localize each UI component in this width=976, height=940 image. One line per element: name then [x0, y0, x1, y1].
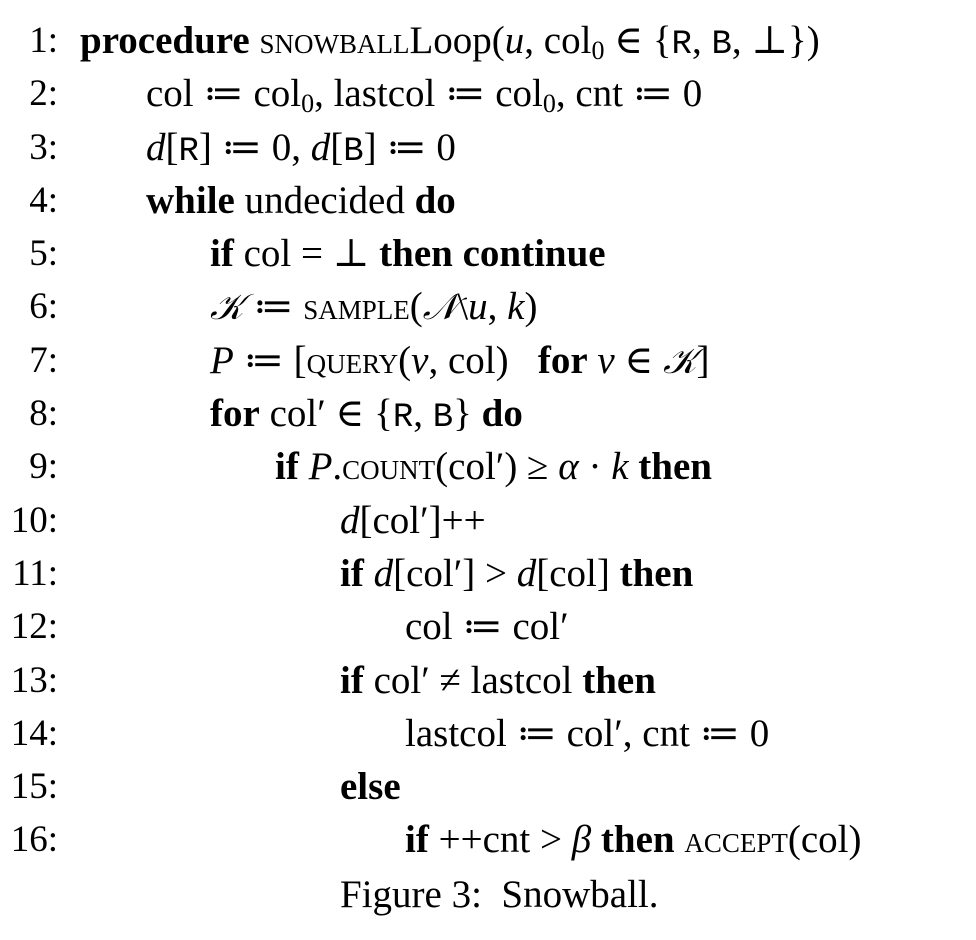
var-d: d — [146, 125, 166, 169]
set-n: 𝒩 — [422, 287, 458, 329]
color-b: B — [711, 26, 732, 64]
keyword: if — [405, 818, 429, 862]
var-p: P — [308, 445, 333, 489]
line-number: 15: — [10, 766, 58, 808]
text: undecided — [234, 178, 415, 222]
algorithm-line-8 — [0, 387, 976, 440]
var-d: d — [373, 551, 394, 595]
text: [col] — [536, 551, 620, 595]
algorithm-line-16 — [0, 813, 976, 866]
text: ∈ { — [604, 19, 672, 62]
line-number: 9: — [29, 446, 58, 488]
text: ++cnt > — [428, 818, 572, 862]
keyword: for — [210, 392, 260, 436]
line-number: 16: — [10, 819, 58, 861]
text — [675, 818, 685, 861]
text: (col) — [787, 818, 862, 862]
algorithm-line-5 — [0, 227, 976, 280]
keyword: if — [340, 551, 364, 595]
line-code — [340, 760, 401, 813]
line-number: 3: — [29, 126, 58, 168]
text: , lastcol ≔ col — [314, 72, 543, 116]
algorithm-line-9 — [0, 440, 976, 493]
var-k: k — [507, 285, 525, 329]
text: , col — [524, 19, 592, 62]
text: \ — [457, 285, 469, 329]
text — [588, 339, 598, 382]
algorithm-listing — [0, 14, 976, 867]
text — [299, 445, 309, 488]
text: ] — [696, 338, 710, 382]
text: } — [453, 392, 482, 436]
text: col ≔ col — [146, 72, 302, 116]
paren: ( — [491, 19, 505, 62]
line-number: 1: — [29, 20, 58, 61]
line-code — [275, 440, 712, 493]
line-code — [210, 387, 523, 445]
text: , col) — [428, 338, 538, 382]
algorithm-line-14 — [0, 707, 976, 760]
keyword: else — [340, 765, 401, 809]
text: · — [578, 445, 612, 489]
text: ∈ — [614, 338, 664, 382]
keyword: if — [340, 658, 364, 702]
text: . — [332, 445, 343, 489]
line-number: 13: — [10, 659, 58, 701]
line-code — [340, 654, 656, 707]
text: , — [487, 285, 508, 329]
var-beta: β — [571, 818, 592, 862]
keyword: for — [537, 338, 588, 382]
keyword: then — [619, 551, 694, 595]
text: col′ ∈ { — [259, 392, 393, 436]
procedure-name-suffix: Loop — [409, 19, 492, 62]
algorithm-line-7 — [0, 334, 976, 387]
line-code — [146, 67, 702, 120]
keyword: then — [582, 658, 656, 702]
subscript: 0 — [301, 89, 315, 119]
line-number: 10: — [10, 499, 58, 541]
function-name: query — [306, 338, 399, 382]
line-number: 5: — [29, 233, 58, 275]
text: , — [413, 392, 433, 436]
var-p: P — [210, 338, 234, 382]
var-d: d — [310, 125, 331, 169]
figure-caption: Figure 3: Snowball. — [340, 873, 659, 916]
text: col = ⊥ — [233, 232, 380, 276]
line-number: 14: — [10, 712, 58, 754]
line-code — [80, 14, 820, 72]
var-alpha: α — [558, 445, 579, 489]
algorithm-line-15 — [0, 760, 976, 813]
text: ( — [398, 338, 412, 382]
text — [591, 818, 601, 861]
keyword: then continue — [379, 232, 606, 276]
subscript: 0 — [591, 36, 605, 65]
line-code — [340, 494, 486, 547]
keyword: procedure — [80, 19, 250, 62]
keyword: do — [414, 178, 456, 222]
procedure-name-prefix: snowball — [259, 19, 410, 62]
text — [629, 445, 639, 488]
subscript: 0 — [542, 89, 556, 119]
line-code — [210, 334, 710, 388]
text: ] ≔ 0 — [363, 125, 456, 169]
algorithm-line-13 — [0, 654, 976, 707]
line-number: 2: — [29, 73, 58, 115]
keyword: if — [275, 445, 299, 489]
algorithm-line-3 — [0, 121, 976, 174]
set-k: 𝒦 — [663, 340, 697, 382]
var-k: k — [611, 445, 629, 489]
keyword: do — [481, 392, 523, 436]
text: ) — [524, 285, 538, 329]
var-d: d — [340, 498, 360, 542]
line-code — [210, 280, 537, 334]
color-b: B — [343, 132, 364, 171]
algorithm-line-6 — [0, 280, 976, 333]
line-code — [146, 174, 456, 227]
line-code — [405, 813, 862, 866]
text: [col′]++ — [359, 498, 486, 542]
line-code: lastcol ≔ col′, cnt ≔ 0 — [405, 711, 770, 755]
set-k: 𝒦 — [210, 287, 244, 329]
line-number: 8: — [29, 393, 58, 435]
text: , — [691, 19, 712, 62]
algorithm-line-11 — [0, 547, 976, 600]
var-u: u — [504, 19, 525, 62]
var-u: u — [468, 285, 488, 329]
color-r: R — [178, 132, 199, 171]
color-b: B — [432, 399, 454, 438]
line-code — [210, 227, 606, 280]
function-name: count — [342, 445, 436, 489]
algorithm-line-10 — [0, 494, 976, 547]
text: (col′) ≥ — [435, 445, 559, 489]
text: [ — [330, 125, 344, 169]
line-number: 7: — [29, 339, 58, 381]
keyword: while — [146, 178, 235, 222]
function-name: sample — [303, 285, 410, 329]
text: , cnt ≔ 0 — [555, 72, 703, 116]
line-number: 12: — [10, 606, 58, 648]
line-number: 11: — [12, 552, 58, 594]
var-v: v — [597, 338, 615, 382]
var-d: d — [516, 551, 537, 595]
line-code — [146, 121, 456, 179]
keyword: if — [210, 232, 234, 276]
text: ] ≔ 0, — [198, 125, 311, 169]
text: ( — [409, 285, 423, 329]
line-code: col ≔ col′ — [405, 605, 569, 649]
algorithm-line-12 — [0, 600, 976, 653]
text: col′ ≠ lastcol — [363, 658, 583, 702]
line-code — [340, 547, 693, 600]
var-v: v — [411, 338, 429, 382]
line-number: 4: — [29, 179, 58, 221]
keyword: then — [638, 445, 712, 489]
text: [ — [165, 125, 179, 169]
text: , ⊥}) — [731, 19, 820, 62]
text — [364, 552, 374, 595]
keyword: then — [600, 818, 675, 862]
algorithm-line-2 — [0, 67, 976, 120]
algorithm-line-1 — [0, 14, 976, 67]
algorithm-line-4 — [0, 174, 976, 227]
function-name: accept — [684, 818, 788, 862]
text: ≔ [ — [233, 338, 307, 382]
color-r: R — [392, 399, 414, 438]
line-number: 6: — [29, 286, 58, 328]
color-r: R — [671, 26, 692, 64]
text: [col′] > — [393, 551, 517, 595]
text: ≔ — [243, 285, 304, 329]
